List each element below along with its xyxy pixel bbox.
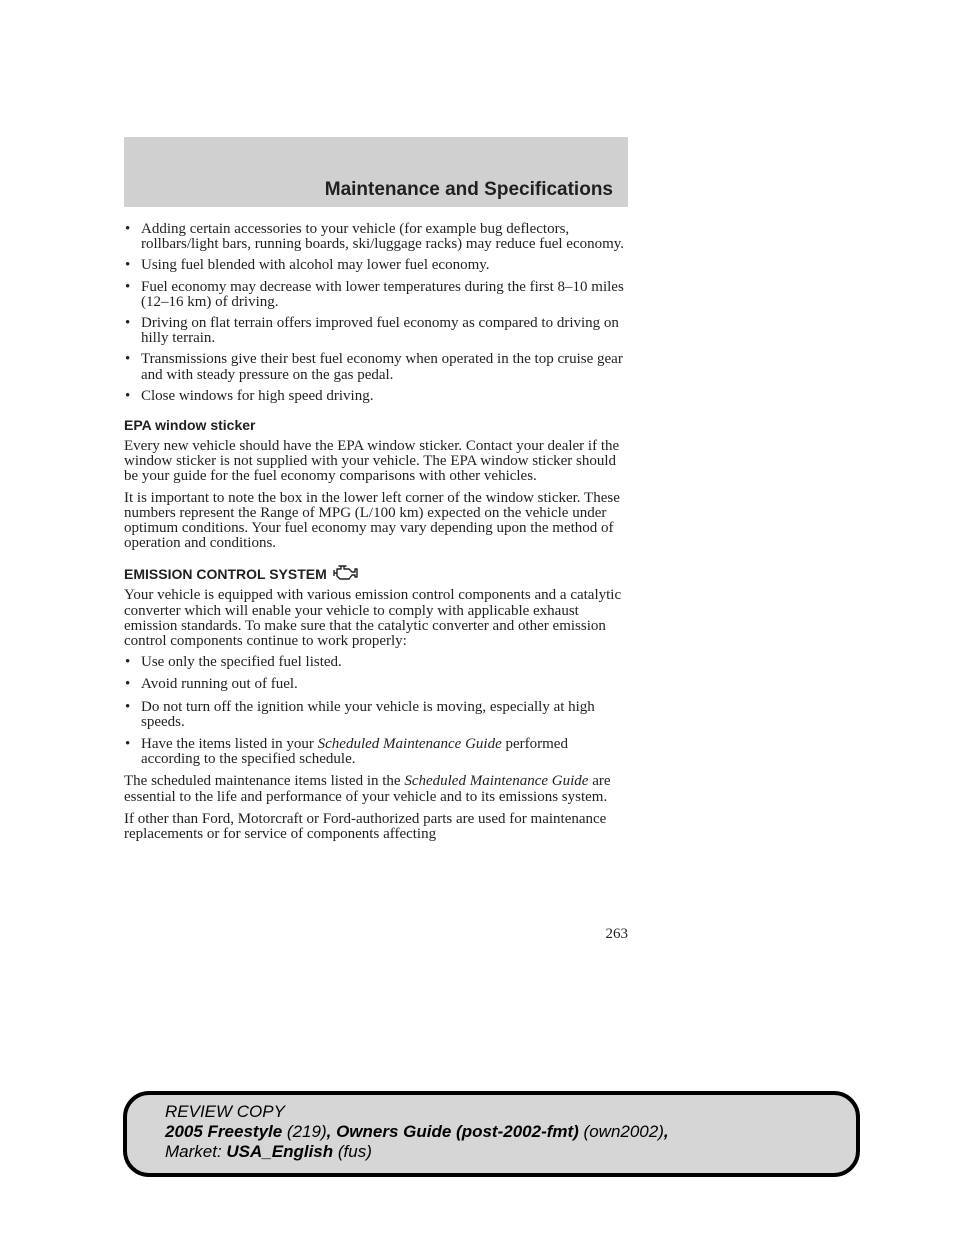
emission-paragraph-1: Your vehicle is equipped with various emission control components and a catalytic converter which will enable your vehicle to comply with applicable exhaust emission standards. To make sure that the catalytic converter and other emission control components continue to work properly: [124,587,622,650]
market-name: USA_English [226,1142,334,1161]
fuel-economy-tips-list [124,222,630,404]
list-item: • Adding certain accessories to your vehicle (for example bug deflectors, rollbars/light bars, running boards, ski/luggage racks) may reduce fuel economy. [124,222,630,252]
model-name: 2005 Freestyle [165,1122,283,1141]
separator: , [663,1122,669,1141]
list-item: • Use only the specified fuel listed. [124,655,630,670]
emission-paragraph-3: If other than Ford, Motorcraft or Ford-authorized parts are used for maintenance replacements or for service of components affecting [124,810,607,843]
bullet-text: performed according to the specified schedule. [141,736,568,768]
section-header-bar [124,137,628,207]
market-label: Market: [165,1142,227,1161]
guide-code: (own2002) [578,1122,664,1141]
emission-tips-list [124,655,630,767]
list-item: • Fuel economy may decrease with lower temperatures during the first 8–10 miles (12–16 km) of driving. [124,280,630,310]
list-item: • Close windows for high speed driving. [124,389,630,404]
market-code: (fus) [333,1142,372,1161]
review-copy-text [165,1102,669,1162]
epa-heading: EPA window sticker [124,417,256,434]
section-title: Maintenance and Specifications [324,179,613,200]
list-item: • Driving on flat terrain offers improved fuel economy as compared to driving on hilly terrain. [124,316,630,346]
emission-heading-text: EMISSION CONTROL SYSTEM [124,566,327,583]
list-item [124,737,630,767]
page-number: 263 [605,926,628,942]
review-copy-label: REVIEW COPY [165,1102,285,1121]
market-line [165,1142,669,1162]
list-item: • Transmissions give their best fuel economy when operated in the top cruise gear and with steady pressure on the gas pedal. [124,352,630,382]
emission-paragraph-2 [124,774,630,804]
bullet-text: Have the items listed in your [141,736,318,753]
list-item: • Avoid running out of fuel. [124,677,630,692]
list-item: • Using fuel blended with alcohol may lower fuel economy. [124,258,630,273]
check-engine-icon [331,562,361,582]
paragraph-text: are essential to the life and performance of your vehicle and to its emissions system. [124,773,611,805]
guide-title-italic: Scheduled Maintenance Guide [404,773,589,790]
list-item: • Do not turn off the ignition while your vehicle is moving, especially at high speeds. [124,700,630,730]
review-copy-box [123,1091,860,1177]
paragraph-text: The scheduled maintenance items listed in the [124,773,405,790]
guide-name: , Owners Guide (post-2002-fmt) [326,1122,579,1141]
page-content [124,222,630,848]
guide-title-italic: Scheduled Maintenance Guide [317,736,502,753]
epa-paragraph-1: Every new vehicle should have the EPA window sticker. Contact your dealer if the window sticker is not supplied with your vehicle. The EPA window sticker should be your guide for the fuel economy comparisons with other vehicles. [124,438,620,485]
epa-paragraph-2: It is important to note the box in the lower left corner of the window sticker. These numbers represent the Range of MPG (L/100 km) expected on the vehicle under optimum conditions. Your fuel economy may vary depending upon the method of operation and conditions. [124,489,620,552]
document-info-line [165,1122,669,1142]
emission-heading [124,566,630,582]
model-code: (219) [282,1122,327,1141]
